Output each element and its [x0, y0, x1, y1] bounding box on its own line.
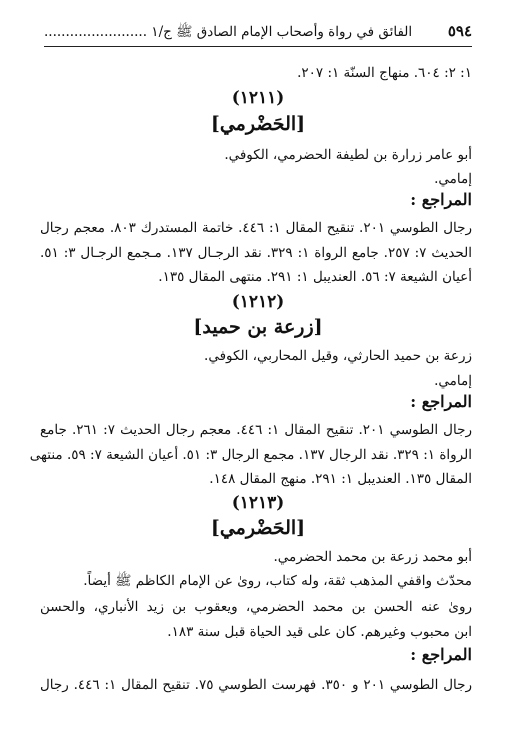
running-title: الفائق في رواة وأصحاب الإمام الصادق ﷺ ج/١ ........................ — [44, 24, 413, 40]
reference-line: الحديث ٧: ٢٥٧. جامع الرواة ١: ٣٢٩. نقد الرجـال ١٣٧. مـجمع الرجـال ٣: ٥١. — [40, 245, 472, 261]
entry-name: [الحَضْرمي] — [210, 113, 306, 135]
entry-name: [الحَضْرمي] — [210, 517, 306, 539]
references-heading: المراجع : — [410, 645, 472, 664]
reference-line: رجال الطوسي ٢٠١ و ٣٥٠. فهرست الطوسي ٧٥. تنقيح المقال ١: ٤٤٦. رجال — [40, 677, 472, 693]
references-heading: المراجع : — [410, 190, 472, 209]
entry-text-line: ابن محبوب وغيرهم. كان على قيد الحياة قبل سنة ١٨٣. — [167, 624, 472, 640]
page-header — [44, 22, 472, 43]
entry-text-line: روىٰ عنه الحسن بن محمد الحضرمي، ويعقوب بن زيد الأنباري، والحسن — [40, 599, 472, 615]
entry-text-line: أبو عامر زرارة بن لطيفة الحضرمي، الكوفي. — [224, 147, 472, 163]
entry-text-line: أبو محمد زرعة بن محمد الحضرمي. — [273, 549, 472, 565]
reference-line: المقال ١٣٥. العنديبل ١: ٢٩١. منهج المقال ١٤٨. — [209, 471, 472, 487]
entry-text-line: محدّث واقفي المذهب ثقة، وله كتاب، روىٰ عن الإمام الكاظم ﷺ أيضاً. — [83, 573, 472, 589]
reference-line: رجال الطوسي ٢٠١. تنقيح المقال ١: ٤٤٦. معجم رجال الحديث ٧: ٢٦١. جامع — [40, 422, 472, 438]
entry-number: (١٢١١) — [231, 88, 285, 108]
reference-line: الرواة ١: ٣٢٩. نقد الرجال ١٣٧. مجمع الرجال ٣: ٥١. أعيان الشيعة ٧: ٥٩. منتهى — [29, 447, 472, 463]
entry-number: (١٢١٣) — [231, 493, 285, 513]
references-heading: المراجع : — [410, 392, 472, 411]
entry-text-line: إمامي. — [434, 373, 472, 389]
entry-text-line: إمامي. — [434, 171, 472, 187]
footnote-continuation: ١: ٢: ٦٠٤. منهاج السنّة ١: ٢٠٧. — [297, 65, 472, 81]
reference-line: رجال الطوسي ٢٠١. تنقيح المقال ١: ٤٤٦. خاتمة المستدرك ٨٠٣. معجم رجال — [40, 220, 472, 236]
header-rule — [44, 46, 472, 47]
entry-name: [زرعة بن حميد] — [193, 316, 323, 338]
page-number: ٥٩٤ — [447, 22, 472, 40]
entry-number: (١٢١٢) — [231, 292, 285, 312]
reference-line: أعيان الشيعة ٧: ٥٦. العنديبل ١: ٢٩١. منتهى المقال ١٣٥. — [158, 269, 472, 285]
entry-text-line: زرعة بن حميد الحارثي، وقيل المحاربي، الكوفي. — [204, 348, 472, 364]
